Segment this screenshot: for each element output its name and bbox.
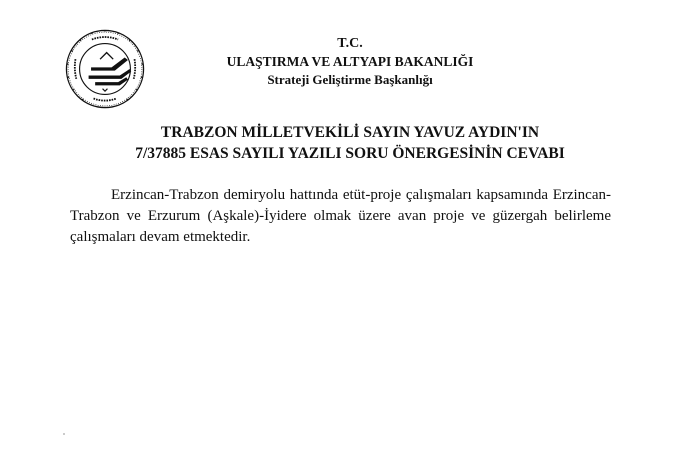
scan-speck xyxy=(63,433,65,435)
title-line-2: 7/37885 ESAS SAYILI YAZILI SORU ÖNERGESİNİN CEVABI xyxy=(135,145,565,162)
title-line-1: TRABZON MİLLETVEKİLİ SAYIN YAVUZ AYDIN'IN xyxy=(160,124,540,141)
body-paragraph: Erzincan-Trabzon demiryolu hattında etüt-proje çalışmaları kapsamında Erzincan-Trabzon ve Erzurum (Aşkale)-İyidere olmak üzere avan proje ve güzergah belirleme çalışmaları devam etmektedir. xyxy=(70,187,611,245)
ministry-emblem-icon xyxy=(64,28,146,110)
letterhead-ministry: ULAŞTIRMA VE ALTYAPI BAKANLIĞI xyxy=(226,54,474,69)
letterhead-department: Strateji Geliştirme Başkanlığı xyxy=(267,72,433,87)
letterhead-state: T.C. xyxy=(337,36,363,51)
letterhead xyxy=(150,35,550,89)
document-title xyxy=(60,122,640,164)
